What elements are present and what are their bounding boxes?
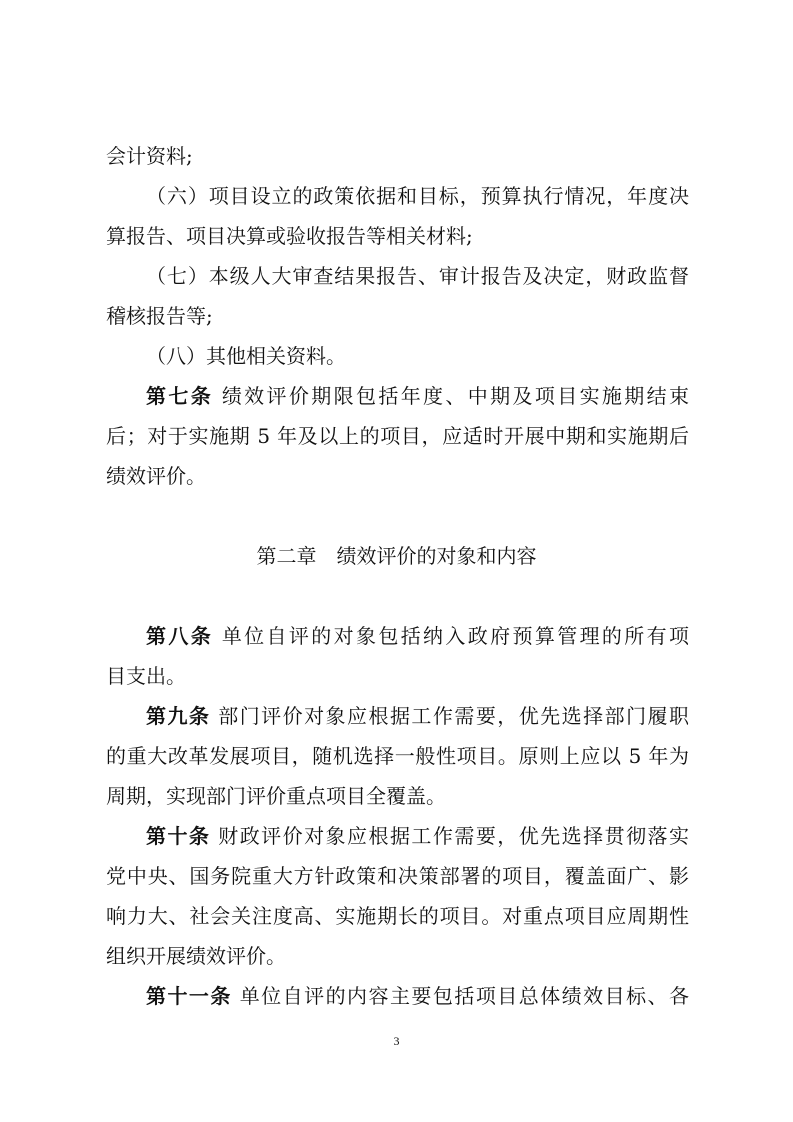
text-line	[106, 216, 689, 256]
text-line	[146, 176, 689, 216]
text-line	[106, 736, 689, 776]
line-text: 党中央、国务院重大方针政策和决策部署的项目，覆盖面广、影	[106, 864, 689, 888]
line-text: 会计资料;	[106, 144, 193, 168]
text-line	[106, 416, 689, 456]
text-line	[106, 896, 689, 936]
article-number: 第十条	[146, 824, 211, 848]
article-line	[146, 976, 689, 1016]
text-line	[146, 336, 689, 376]
article-number: 第九条	[146, 704, 211, 728]
text-line	[106, 296, 689, 336]
line-text: 后；对于实施期 5 年及以上的项目，应适时开展中期和实施期后	[106, 424, 689, 448]
line-text: （七）本级人大审查结果报告、审计报告及决定，财政监督	[146, 264, 689, 288]
line-text: 单位自评的内容主要包括项目总体绩效目标、各	[239, 984, 690, 1008]
text-line	[146, 256, 689, 296]
line-text: 绩效评价期限包括年度、中期及项目实施期结束	[221, 384, 690, 408]
line-text: 的重大改革发展项目，随机选择一般性项目。原则上应以 5 年为	[106, 744, 689, 768]
article-number: 第十一条	[146, 984, 232, 1008]
line-text: （八）其他相关资料。	[146, 344, 346, 368]
chapter-title: 第二章 绩效评价的对象和内容	[256, 544, 537, 568]
line-text: 部门评价对象应根据工作需要，优先选择部门履职	[218, 704, 690, 728]
article-line	[146, 616, 689, 656]
text-line	[106, 936, 689, 976]
line-text: 算报告、项目决算或验收报告等相关材料;	[106, 224, 473, 248]
article-number: 第七条	[146, 384, 214, 408]
line-text: 财政评价对象应根据工作需要，优先选择贯彻落实	[218, 824, 690, 848]
page-number: 3	[393, 1034, 400, 1048]
line-text: 目支出。	[106, 664, 186, 688]
line-text: 单位自评的对象包括纳入政府预算管理的所有项	[221, 624, 690, 648]
line-text: 稽核报告等;	[106, 304, 213, 328]
text-line	[106, 856, 689, 896]
text-line	[106, 776, 689, 816]
article-number: 第八条	[146, 624, 214, 648]
text-line	[106, 656, 689, 696]
line-text: 响力大、社会关注度高、实施期长的项目。对重点项目应周期性	[106, 904, 689, 928]
line-text: 组织开展绩效评价。	[106, 944, 286, 968]
line-text: 绩效评价。	[106, 464, 206, 488]
line-text: （六）项目设立的政策依据和目标，预算执行情况，年度决	[146, 184, 689, 208]
article-line	[146, 376, 689, 416]
article-line	[146, 816, 689, 856]
text-line	[106, 136, 689, 176]
article-line	[146, 696, 689, 736]
text-line	[106, 456, 689, 496]
line-text: 周期，实现部门评价重点项目全覆盖。	[106, 784, 446, 808]
